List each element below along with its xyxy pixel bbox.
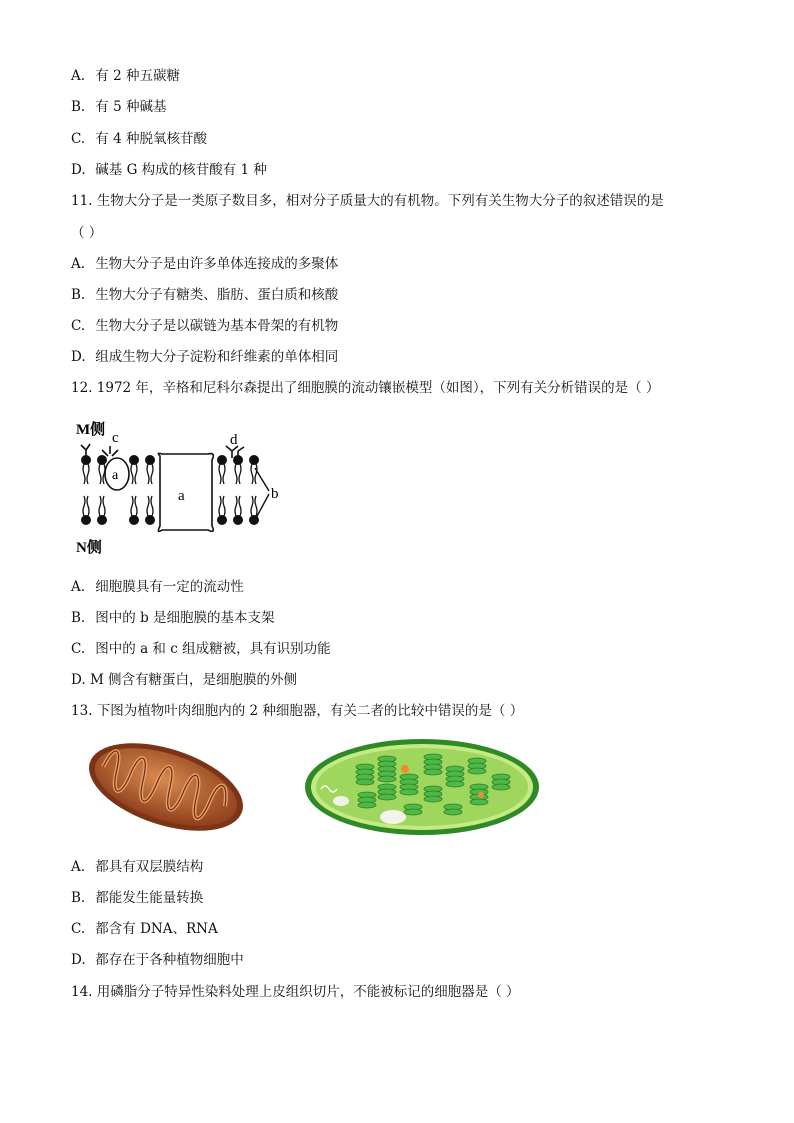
- granum-disc: [470, 799, 488, 805]
- phospholipid-tail: [99, 496, 101, 516]
- phospholipid-tail: [223, 464, 225, 484]
- q13-option-a: A. 都具有双层膜结构: [71, 859, 204, 875]
- granum-disc: [356, 779, 374, 785]
- q11-option-c: C. 生物大分子是以碳链为基本骨架的有机物: [71, 318, 339, 334]
- phospholipid-head: [218, 516, 227, 525]
- phospholipid-head: [130, 456, 139, 465]
- q10-option-c: C. 有 4 种脱氧核苷酸: [71, 131, 207, 147]
- phospholipid-tail: [235, 496, 237, 516]
- granum-disc: [492, 784, 510, 790]
- granum-disc: [404, 809, 422, 815]
- phospholipid-tail: [131, 496, 133, 516]
- lipid-droplet: [401, 765, 409, 773]
- n-side-label: N侧: [76, 540, 102, 556]
- phospholipid-tail: [135, 496, 137, 516]
- starch-granule: [380, 810, 406, 824]
- phospholipid-tail: [99, 464, 101, 484]
- phospholipid-tail: [219, 496, 221, 516]
- phospholipid-tail: [251, 464, 253, 484]
- phospholipid-head: [146, 516, 155, 525]
- q12-option-d: D. M 侧含有糖蛋白，是细胞膜的外侧: [71, 672, 298, 688]
- phospholipid-tail: [103, 496, 105, 516]
- label-c: c: [112, 430, 119, 446]
- phospholipid-head: [82, 516, 91, 525]
- phospholipid-tail: [239, 496, 241, 516]
- phospholipid-tail: [87, 496, 89, 516]
- phospholipid-head: [130, 516, 139, 525]
- q11-option-a: A. 生物大分子是由许多单体连接成的多聚体: [71, 256, 339, 272]
- phospholipid-tail: [83, 464, 85, 484]
- phospholipid-tail: [87, 464, 89, 484]
- phospholipid-head: [250, 456, 259, 465]
- lipid-droplet: [478, 792, 484, 798]
- phospholipid-tail: [131, 464, 133, 484]
- granum-disc: [424, 769, 442, 775]
- q11-stem: 11. 生物大分子是一类原子数目多，相对分子质量大的有机物。下列有关生物大分子的叙述错误的是: [71, 193, 664, 209]
- q11-answer-paren: （ ）: [71, 225, 103, 241]
- q11-option-b: B. 生物大分子有糖类、脂肪、蛋白质和核酸: [71, 287, 339, 303]
- q13-stem: 13. 下图为植物叶肉细胞内的 2 种细胞器，有关二者的比较中错误的是（ ）: [71, 703, 524, 719]
- m-side-label: M侧: [76, 422, 106, 438]
- granum-disc: [358, 802, 376, 808]
- starch-granule: [333, 796, 349, 806]
- mitochondrion-image: [82, 732, 250, 842]
- granum-disc: [378, 794, 396, 800]
- q12-stem: 12. 1972 年，辛格和尼科尔森提出了细胞膜的流动镶嵌模型（如图），下列有关分析错误的是（ ）: [71, 380, 660, 396]
- label-b: b: [271, 486, 279, 502]
- phospholipid-head: [218, 456, 227, 465]
- phospholipid-tail: [239, 464, 241, 484]
- q10-option-d: D. 碱基 G 构成的核苷酸有 1 种: [71, 162, 267, 178]
- phospholipid-tail: [219, 464, 221, 484]
- phospholipid-tail: [255, 464, 257, 484]
- phospholipid-tail: [235, 464, 237, 484]
- phospholipid-tail: [147, 464, 149, 484]
- phospholipid-head: [98, 516, 107, 525]
- granum-disc: [446, 781, 464, 787]
- q12-option-b: B. 图中的 b 是细胞膜的基本支架: [71, 610, 275, 626]
- granum-disc: [468, 768, 486, 774]
- phospholipid-tail: [147, 496, 149, 516]
- phospholipid-tail: [83, 496, 85, 516]
- granum-disc: [400, 789, 418, 795]
- phospholipid-tail: [251, 496, 253, 516]
- phospholipid-tail: [135, 464, 137, 484]
- q12-option-a: A. 细胞膜具有一定的流动性: [71, 579, 244, 595]
- chloroplast-image: [303, 737, 541, 837]
- protein-a-large: [158, 453, 213, 531]
- q13-option-b: B. 都能发生能量转换: [71, 890, 204, 906]
- phospholipid-tail: [151, 496, 153, 516]
- granum-disc: [424, 796, 442, 802]
- granum-disc: [444, 809, 462, 815]
- phospholipid-head: [146, 456, 155, 465]
- label-a-large: a: [178, 488, 185, 504]
- q13-option-d: D. 都存在于各种植物细胞中: [71, 952, 244, 968]
- granum-disc: [378, 776, 396, 782]
- q12-option-c: C. 图中的 a 和 c 组成糖被，具有识别功能: [71, 641, 331, 657]
- phospholipid-head: [98, 456, 107, 465]
- q14-stem: 14. 用磷脂分子特异性染料处理上皮组织切片，不能被标记的细胞器是（ ）: [71, 984, 520, 1000]
- q11-option-d: D. 组成生物大分子淀粉和纤维素的单体相同: [71, 349, 339, 365]
- label-d: d: [230, 432, 238, 448]
- phospholipid-tail: [255, 496, 257, 516]
- phospholipid-tail: [223, 496, 225, 516]
- q10-option-a: A. 有 2 种五碳糖: [71, 68, 180, 84]
- label-a-small: a: [112, 468, 119, 483]
- phospholipid-tail: [151, 464, 153, 484]
- q10-option-b: B. 有 5 种碱基: [71, 99, 167, 115]
- q13-option-c: C. 都含有 DNA、RNA: [71, 921, 218, 937]
- phospholipid-head: [234, 516, 243, 525]
- cell-membrane-diagram: [72, 416, 292, 561]
